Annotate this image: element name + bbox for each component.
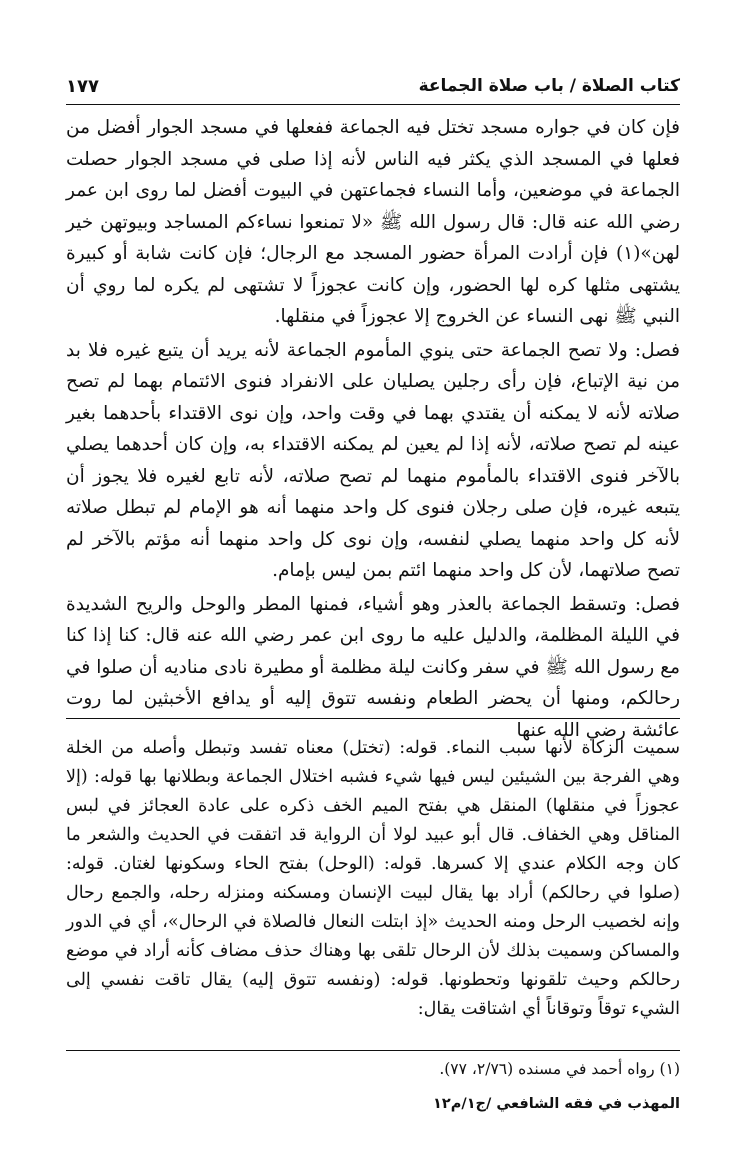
page-number: ١٧٧ xyxy=(66,76,99,97)
footnote: (١) رواه أحمد في مسنده (٢/٧٦، ٧٧). xyxy=(439,1060,680,1078)
page-header xyxy=(66,74,680,105)
signature-line: المهذب في فقه الشافعي /ج١/م١٢ xyxy=(433,1096,680,1112)
paragraph-2: فصل: ولا تصح الجماعة حتى ينوي المأموم الجماعة لأنه يريد أن يتبع غيره فلا بد من نية الإتباع، فإن رأى رجلين يصليان على الانفراد فنوى الائتمام بهما لم تصح صلاته لأنه لا يمكنه أن يقتدي بهما في وقت واحد، وإن نوى الاقتداء بأحدهما بغير عينه لم تصح صلاته، لأنه إذا لم يعين لم يمكنه الاقتداء به، وإن كان أحدهما يصلي بالآخر فنوى الاقتداء بالمأموم منهما لم تصح صلاته، لأنه تابع لغيره فلا يجوز أن يتبعه غيره، فإن صلى رجلان فنوى كل واحد منهما أنه هو الإمام لم تبطل صلاته لأنه كل واحد منهما يصلي لنفسه، وإن نوى كل واحد منهما أنه مؤتم بالآخر لم تصح صلاتهما، لأن كل واحد منهما ائتم بمن ليس بإمام. xyxy=(66,339,680,581)
main-text xyxy=(66,112,680,748)
commentary-divider xyxy=(66,718,680,719)
commentary xyxy=(66,734,680,1024)
footnote-divider xyxy=(66,1050,680,1051)
paragraph-3: فصل: وتسقط الجماعة بالعذر وهو أشياء، فمنها المطر والوحل والريح الشديدة في الليلة المظلمة، والدليل عليه ما روى ابن عمر رضي الله عنه قال: كنا إذا كنا مع رسول الله ﷺ في سفر وكانت ليلة مظلمة أو مطيرة نادى مناديه أن صلوا في رحالكم، ومنها أن يحضر الطعام ونفسه تتوق إليه أو يدافع الأخبثين لما روت عائشة رضي الله عنها xyxy=(66,593,680,741)
commentary-text: سميت الزكاة لأنها سبب النماء. قوله: (تختل) معناه تفسد وتبطل وأصله من الخلة وهي الفرجة بين الشيئين ليس فيها شيء فشبه اختلال الجماعة وبطلانها بها قوله: (إلا عجوزاً في منقلها) المنقل هي بفتح الميم الخف ذكره على عادة العجائز في لبس المناقل وهي الخفاف. قال أبو عبيد لولا أن الرواية قد اتفقت في الحديث والشعر ما كان وجه الكلام عندي إلا كسرها. قوله: (الوحل) بفتح الحاء وسكونها لغتان. قوله: (صلوا في رحالكم) أراد بها يقال لبيت الإنسان ومسكنه ومنزله رحله، والجمع رحال وإنه لخصيب الرحل ومنه الحديث «إذ ابتلت النعال فالصلاة في الرحال»، أي في الدور والمساكن وسميت بذلك لأن الرحال تلقى بها وهناك حذف مضاف كأنه أراد في موضع رحالكم وحيث تلقونها وتحطونها. قوله: (ونفسه تتوق إليه) يقال تاقت نفسي إلى الشيء توقاً وتوقاناً أي اشتاقت يقال: xyxy=(66,738,680,1019)
paragraph-1: فإن كان في جواره مسجد تختل فيه الجماعة ففعلها في مسجد الجوار أفضل من فعلها في المسجد الذي يكثر فيه الناس لأنه إذا صلى في مسجد الجوار حصلت الجماعة في موضعين، وأما النساء فجماعتهن في البيوت أفضل لما روى ابن عمر رضي الله عنه قال: قال رسول الله ﷺ «لا تمنعوا نساءكم المساجد وبيوتهن خير لهن»(١) فإن أرادت المرأة حضور المسجد مع الرجال؛ فإن كانت شابة أو كبيرة يشتهى مثلها كره لها الحضور، وإن كانت عجوزاً لا تشتهى لم يكره لما روي أن النبي ﷺ نهى النساء عن الخروج إلا عجوزاً في منقلها. xyxy=(66,117,680,327)
running-title: كتاب الصلاة / باب صلاة الجماعة xyxy=(418,76,680,96)
